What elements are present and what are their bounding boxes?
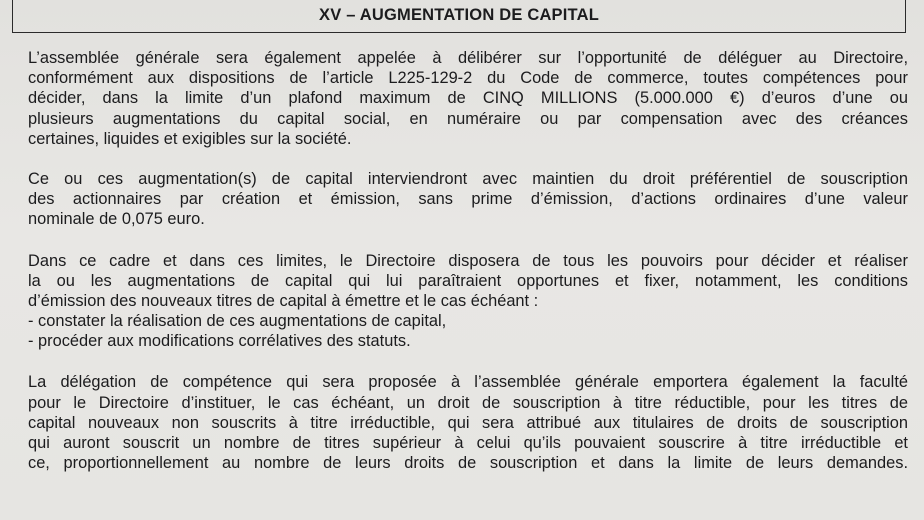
text-line: L’assemblée générale sera également appelée à délibérer sur l’opportunité de déléguer au Directoire,	[28, 49, 908, 67]
text-line: La délégation de compétence qui sera proposée à l’assemblée générale emportera également la faculté	[28, 373, 908, 392]
text-line: pour le Directoire d’instituer, le cas échéant, un droit de souscription à titre réductible, pour les titres de	[28, 393, 908, 412]
text-line: la ou les augmentations de capital qui lui paraîtraient opportunes et fixer, notamment, les conditions	[28, 271, 908, 290]
text-line: qui auront souscrit un nombre de titres supérieur à celui qu’ils pouvaient souscrire à titre irréductible et	[28, 434, 908, 452]
list-item: - constater la réalisation de ces augmentations de capital,	[28, 312, 447, 331]
text-line: nominale de 0,075 euro.	[28, 210, 205, 229]
text-line: capital nouveaux non souscrits à titre irréductible, qui sera attribué aux titulaires de droits de souscription	[28, 413, 908, 432]
text-line: des actionnaires par création et émission, sans prime d’émission, d’actions ordinaires d’une valeur	[28, 190, 908, 209]
list-item: - procéder aux modifications corrélatives des statuts.	[28, 332, 411, 351]
paragraph-reductible-right	[28, 372, 908, 473]
paragraph-delegation	[28, 48, 908, 149]
text-line: ce, proportionnellement au nombre de leurs droits de souscription et dans la limite de leurs demandes.	[28, 454, 908, 473]
text-line: décider, dans la limite d’un plafond maximum de CINQ MILLIONS (5.000.000 €) d’euros d’une ou	[28, 89, 908, 108]
text-line: plusieurs augmentations du capital social, en numéraire ou par compensation avec des créances	[28, 109, 908, 128]
section-title: XV – AUGMENTATION DE CAPITAL	[319, 6, 599, 24]
text-line: d’émission des nouveaux titres de capital à émettre et le cas échéant :	[28, 291, 539, 310]
paragraph-preferential-right	[28, 169, 908, 230]
section-title-box	[12, 0, 906, 33]
text-line: Dans ce cadre et dans ces limites, le Directoire disposera de tous les pouvoirs pour décider et réaliser	[28, 251, 908, 270]
text-line: Ce ou ces augmentation(s) de capital interviendront avec maintien du droit préférentiel de souscription	[28, 169, 908, 188]
text-line: conformément aux dispositions de l’article L225-129-2 du Code de commerce, toutes compétences pour	[28, 69, 908, 88]
document-body	[28, 48, 908, 493]
text-line: certaines, liquides et exigibles sur la société.	[28, 129, 352, 148]
paragraph-directoire-powers	[28, 251, 908, 352]
